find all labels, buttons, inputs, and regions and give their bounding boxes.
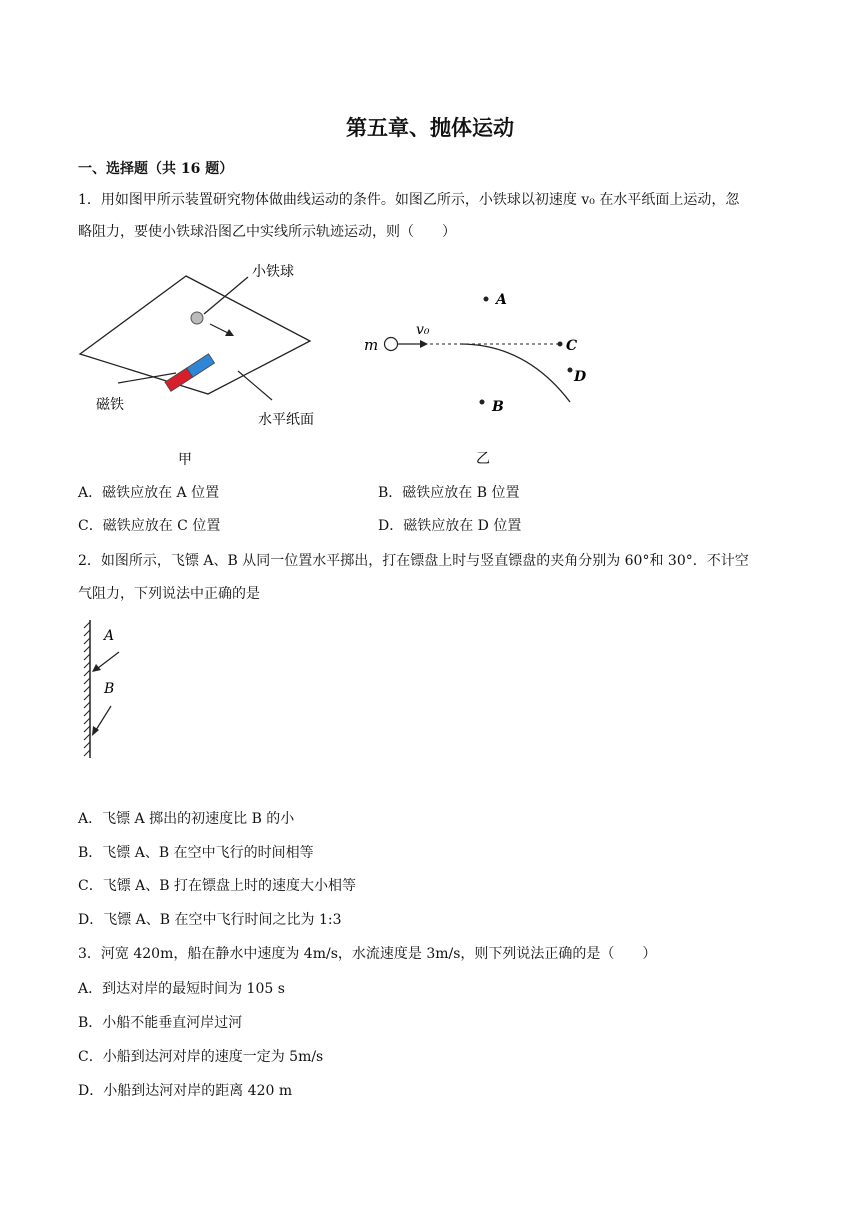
curved-trajectory <box>460 344 570 402</box>
wall-hatching <box>84 622 90 756</box>
q1-option-b: B．磁铁应放在 B 位置 <box>378 485 520 501</box>
point-d-label: D <box>574 369 587 385</box>
ball-label-leader <box>204 277 248 314</box>
point-c-label: C <box>566 338 578 354</box>
q3-stem-line1: 3．河宽 420m，船在静水中速度为 4m/s，水流速度是 3m/s，则下列说法正确的是（ ） <box>78 946 657 962</box>
point-c <box>558 342 563 347</box>
q1-figure-yi <box>358 282 598 472</box>
paper-label: 水平纸面 <box>258 412 314 428</box>
q2-option-a: A．飞镖 A 掷出的初速度比 B 的小 <box>78 811 295 827</box>
q3-option-a: A．到达对岸的最短时间为 105 s <box>78 981 285 997</box>
point-b-label: B <box>492 399 504 415</box>
caption-yi: 乙 <box>476 451 490 467</box>
q3-option-b: B．小船不能垂直河岸过河 <box>78 1015 243 1031</box>
point-a <box>484 297 489 302</box>
q2-option-b: B．飞镖 A、B 在空中飞行的时间相等 <box>78 845 314 861</box>
q2-option-d: D．飞镖 A、B 在空中飞行时间之比为 1:3 <box>78 912 342 928</box>
q2-dartboard-figure <box>78 614 138 764</box>
q3-option-d: D．小船到达河对岸的距离 420 m <box>78 1083 293 1099</box>
paper-plane-outline <box>80 276 310 394</box>
point-a-label: A <box>496 292 507 308</box>
section-heading: 一、选择题（共 16 题） <box>78 161 234 177</box>
dart-b <box>96 706 111 730</box>
v0-label: v₀ <box>416 322 430 338</box>
magnet-label: 磁铁 <box>96 397 124 413</box>
paper-label-leader <box>238 371 272 400</box>
point-d <box>568 368 573 373</box>
q2-stem-line1: 2．如图所示，飞镖 A、B 从同一位置水平掷出，打在镖盘上时与竖直镖盘的夹角分别为 60°和 30°．不计空 <box>78 553 749 569</box>
point-b <box>480 400 485 405</box>
q1-figure-jia <box>72 256 342 474</box>
q1-option-c: C．磁铁应放在 C 位置 <box>78 518 221 534</box>
q1-option-d: D．磁铁应放在 D 位置 <box>378 518 522 534</box>
page-title: 第五章、抛体运动 <box>346 116 514 140</box>
iron-ball <box>191 312 203 324</box>
q1-stem-line2: 略阻力，要使小铁球沿图乙中实线所示轨迹运动，则（ ） <box>78 224 456 240</box>
ball-m <box>385 338 398 351</box>
q3-option-c: C．小船到达河对岸的速度一定为 5m/s <box>78 1049 324 1065</box>
q2-option-c: C．飞镖 A、B 打在镖盘上时的速度大小相等 <box>78 878 357 894</box>
dart-a-label: A <box>104 628 115 644</box>
dart-b-label: B <box>104 681 115 697</box>
dart-a <box>98 652 119 668</box>
q1-stem-line1: 1．用如图甲所示装置研究物体做曲线运动的条件。如图乙所示，小铁球以初速度 v₀ 在水平纸面上运动，忽 <box>78 192 740 208</box>
q2-stem-line2: 气阻力，下列说法中正确的是 <box>78 586 260 602</box>
q1-option-a: A．磁铁应放在 A 位置 <box>78 485 220 501</box>
magnet-icon <box>165 354 215 392</box>
mass-label: m <box>364 336 379 354</box>
caption-jia: 甲 <box>178 452 192 468</box>
ball-label: 小铁球 <box>252 264 294 280</box>
